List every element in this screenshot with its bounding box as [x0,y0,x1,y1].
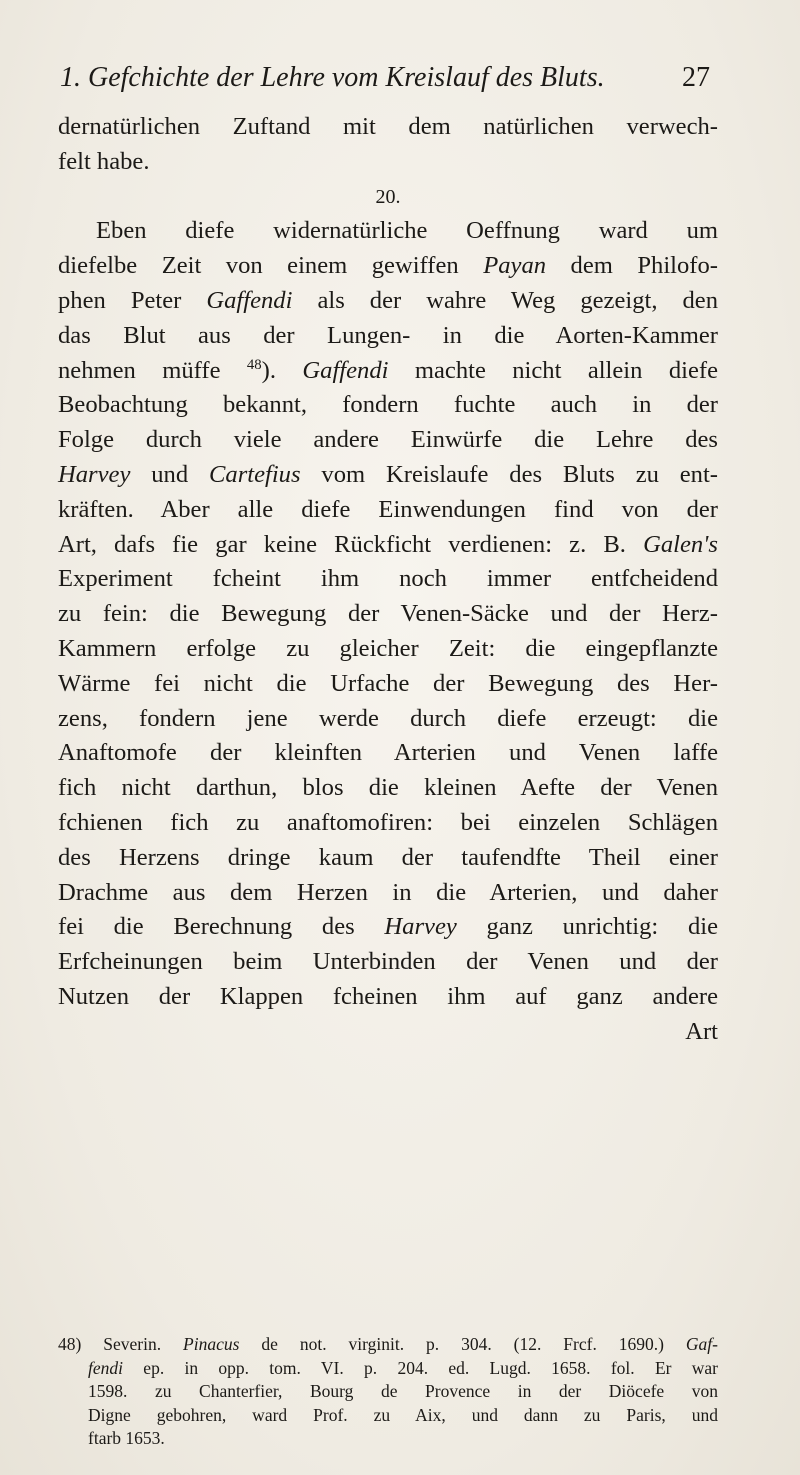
name-galen: Galen's [643,530,718,558]
text-line: Experiment fcheint ihm noch immer entfcheidend [58,565,718,593]
text-line: diefelbe Zeit von einem gewiffen Payan dem Philofo- [58,252,718,280]
footnote-line: Digne gebohren, ward Prof. zu Aix, und dann zu Paris, und [88,1404,718,1425]
page-number: 27 [682,62,710,93]
text-line: zu fein: die Bewegung der Venen-Säcke und der Herz- [58,600,718,628]
text-line: fei die Berechnung des Harvey ganz unrichtig: die [58,913,718,941]
name-harvey: Harvey [384,913,457,941]
text-line: Drachme aus dem Herzen in die Arterien, und daher [58,878,718,906]
text-line: des Herzens dringe kaum der taufendfte Theil einer [58,843,718,871]
text-line: fchienen fich zu anaftomofiren: bei einzelen Schlägen [58,808,718,836]
footnote [58,1333,718,1451]
text-line: fich nicht darthun, blos die kleinen Aefte der Venen [58,774,718,802]
name-gassendi: Gaffendi [302,356,389,384]
text-line: Beobachtung bekannt, fondern fuchte auch in der [58,391,718,419]
name-gassendi: Gaffendi [206,286,293,314]
footnote-line: fendi ep. in opp. tom. VI. p. 204. ed. Lugd. 1658. fol. Er war [88,1357,718,1378]
text-line: das Blut aus der Lungen- in die Aorten-Kammer [58,321,718,349]
text-line: dernatürlichen Zuftand mit dem natürlichen verwech- [58,113,718,140]
main-text [58,110,718,1050]
text-line: Anaftomofe der kleinften Arterien und Venen laffe [58,739,718,767]
footnote-line: 48) Severin. Pinacus de not. virginit. p. 304. (12. Frcf. 1690.) Gaf- [58,1334,718,1354]
name-payan: Payan [483,252,547,280]
text-line: Wärme fei nicht die Urfache der Bewegung des Her- [58,669,718,697]
text-line: Folge durch viele andere Einwürfe die Lehre des [58,426,718,454]
footnote-line: 1598. zu Chanterfier, Bourg de Provence in der Diöcefe von [88,1381,718,1402]
name-cartesius: Cartefius [209,460,301,488]
name-harvey: Harvey [58,460,131,488]
text-line: zens, fondern jene werde durch diefe erzeugt: die [58,704,718,732]
section-number: 20. [375,185,401,208]
text-line: Erfcheinungen beim Unterbinden der Venen und der [58,948,718,976]
text-line: Art, dafs fie gar keine Rückficht verdienen: z. B. Galen's [58,530,718,558]
footnote-ref: 48 [246,356,262,373]
text-line: kräften. Aber alle diefe Einwendungen find von der [58,495,718,523]
catchword: Art [685,1017,718,1045]
text-line: phen Peter Gaffendi als der wahre Weg gezeigt, den [58,286,719,314]
text-line: Nutzen der Klappen fcheinen ihm auf ganz andere [58,982,718,1010]
text-line: Kammern erfolge zu gleicher Zeit: die eingepflanzte [58,634,718,662]
text-line: Eben diefe widernatürliche Oeffnung ward um [96,217,718,245]
page-header [60,62,710,102]
text-line: Harvey und Cartefius vom Kreislaufe des Bluts zu ent- [58,460,718,488]
footnote-line: ftarb 1653. [88,1428,165,1449]
running-title: 1. Gefchichte der Lehre vom Kreislauf des Bluts. [60,62,605,93]
text-line: felt habe. [58,147,150,175]
text-line: nehmen müffe $^{48}$). Gaffendi machte nicht allein diefe [58,356,718,384]
